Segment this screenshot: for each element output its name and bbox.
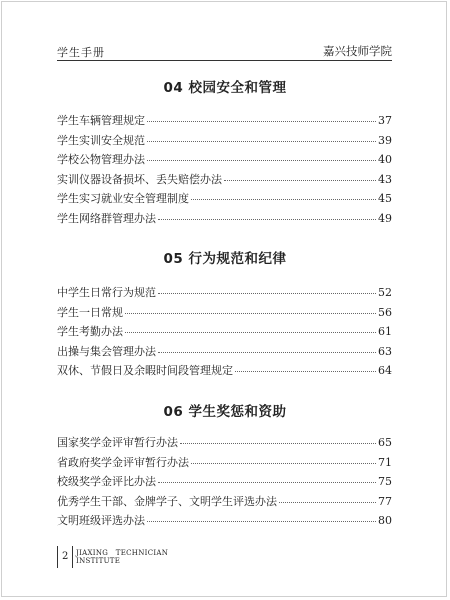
leader-dots: [180, 443, 376, 444]
footer-divider: [57, 546, 58, 568]
leader-dots: [191, 463, 376, 464]
toc-entry-page: 75: [378, 475, 392, 488]
section-title-05: 05 行为规范和纪律: [163, 251, 287, 267]
header-handbook-title: 学生手册: [57, 46, 105, 59]
running-header: [57, 42, 392, 61]
footer-divider: [72, 546, 73, 568]
toc-entry-title: 学生实训安全规范: [57, 133, 145, 147]
toc-entry-page: 56: [378, 305, 392, 319]
toc-entry-page: 65: [378, 436, 392, 449]
toc-entry[interactable]: [57, 132, 392, 152]
section-title-06: 06 学生奖惩和资助: [163, 404, 287, 420]
footer-school-line1: JIAXING TECHNICIAN: [76, 549, 169, 557]
leader-dots: [191, 199, 376, 200]
toc-entry-title: 优秀学生干部、金牌学子、文明学生评选办法: [57, 494, 277, 508]
toc-entry-title: 中学生日常行为规范: [57, 286, 156, 299]
leader-dots: [147, 160, 376, 161]
toc-entry[interactable]: [57, 304, 392, 324]
toc-entry-title: 双休、节假日及余暇时间段管理规定: [57, 364, 233, 377]
toc-entry[interactable]: [57, 284, 392, 304]
toc-entry-page: 39: [378, 133, 392, 147]
footer-school-name: [76, 549, 168, 565]
toc-entry-page: 52: [378, 286, 392, 299]
toc-entry[interactable]: [57, 210, 392, 230]
toc-entry-page: 80: [378, 514, 392, 527]
leader-dots: [158, 293, 376, 294]
toc-entry-title: 校级奖学金评比办法: [57, 475, 156, 488]
toc-entry-title: 学生车辆管理规定: [57, 114, 145, 127]
toc-entry-page: 64: [378, 364, 392, 377]
toc-entry-page: 45: [378, 192, 392, 205]
toc-entry[interactable]: [57, 512, 392, 532]
toc-entry[interactable]: [57, 362, 392, 382]
toc-entry-page: 77: [378, 494, 392, 508]
toc-section-06: [57, 434, 392, 532]
toc-entry-title: 学生考勤办法: [57, 325, 123, 338]
toc-entry[interactable]: [57, 112, 392, 132]
leader-dots: [224, 180, 376, 181]
toc-entry-title: 省政府奖学金评审暂行办法: [57, 455, 189, 469]
toc-entry-title: 文明班级评选办法: [57, 514, 145, 527]
toc-entry-title: 学生网络群管理办法: [57, 211, 156, 225]
leader-dots: [235, 371, 376, 372]
toc-entry[interactable]: [57, 323, 392, 343]
toc-entry-page: 43: [378, 172, 392, 186]
toc-entry-title: 学生一日常规: [57, 305, 123, 319]
toc-entry[interactable]: [57, 190, 392, 210]
toc-entry-page: 61: [378, 325, 392, 338]
leader-dots: [158, 482, 376, 483]
toc-entry-title: 国家奖学金评审暂行办法: [57, 436, 178, 449]
leader-dots: [158, 219, 376, 220]
toc-entry[interactable]: [57, 473, 392, 493]
toc-entry-page: 40: [378, 153, 392, 166]
toc-entry-page: 49: [378, 211, 392, 225]
toc-entry-page: 63: [378, 344, 392, 358]
toc-entry-title: 实训仪器设备损坏、丢失赔偿办法: [57, 172, 222, 186]
leader-dots: [125, 332, 376, 333]
toc-entry-page: 71: [378, 455, 392, 469]
leader-dots: [147, 521, 376, 522]
leader-dots: [147, 141, 376, 142]
toc-entry[interactable]: [57, 434, 392, 454]
leader-dots: [147, 121, 376, 122]
toc-entry[interactable]: [57, 493, 392, 513]
header-school-name: 嘉兴技师学院: [323, 44, 392, 58]
page-number: 2: [62, 551, 69, 562]
section-title-04: 04 校园安全和管理: [163, 80, 287, 96]
toc-entry[interactable]: [57, 343, 392, 363]
toc-section-05: [57, 284, 392, 382]
toc-entry[interactable]: [57, 454, 392, 474]
toc-entry-title: 出操与集会管理办法: [57, 344, 156, 358]
toc-entry-title: 学生实习就业安全管理制度: [57, 192, 189, 205]
toc-entry[interactable]: [57, 171, 392, 191]
toc-entry-page: 37: [378, 114, 392, 127]
footer-school-line2: INSTITUTE: [76, 557, 121, 565]
leader-dots: [279, 502, 376, 503]
leader-dots: [125, 313, 376, 314]
leader-dots: [158, 352, 376, 353]
toc-section-04: [57, 112, 392, 229]
toc-entry-title: 学校公物管理办法: [57, 153, 145, 166]
toc-entry[interactable]: [57, 151, 392, 171]
